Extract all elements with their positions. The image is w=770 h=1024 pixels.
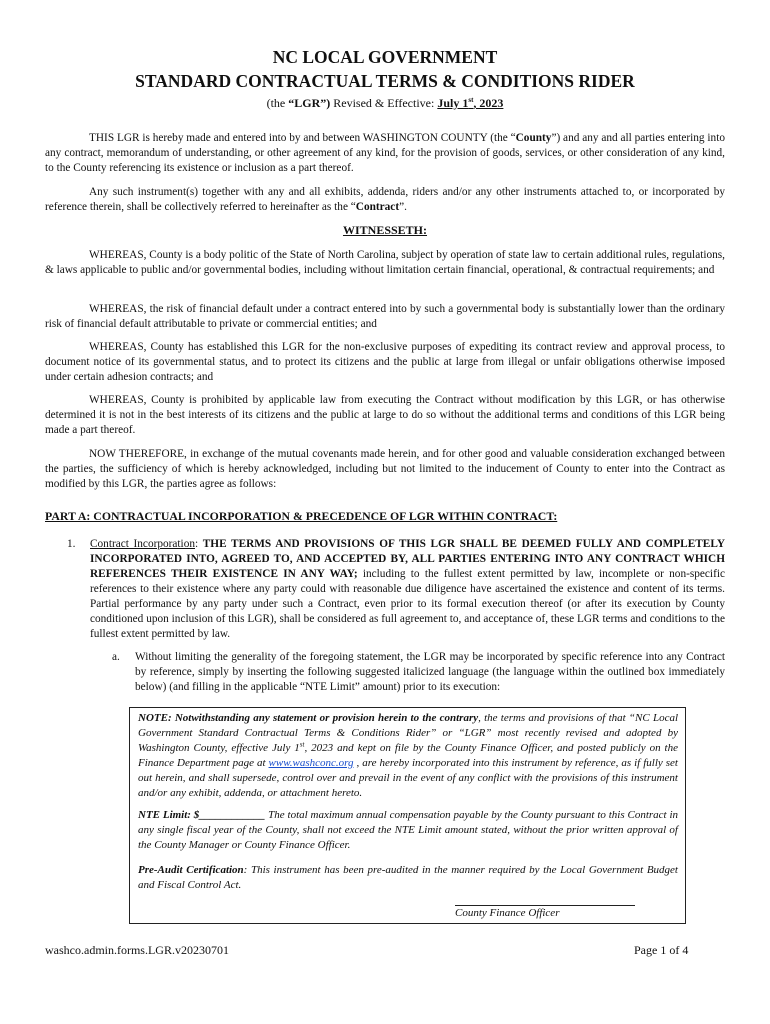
signature-line [455, 905, 635, 906]
intro-p1-bold: County [515, 132, 552, 144]
finance-website-link[interactable]: www.washconc.org [268, 757, 354, 769]
intro-paragraph-1 [45, 131, 725, 176]
box-note-c: , are hereby incorporated into this instrument by reference, as if fully set out herein, and shall supersede, control over and prevail in the event of any conflict with the provisions of this instrument and/or any exhibit, addenda, or attachment hereto. [138, 757, 678, 799]
box-note-bold: NOTE: Notwithstanding any statement or provision herein to the contrary [138, 712, 479, 724]
box-preaudit-bold: Pre-Audit Certification [138, 864, 244, 876]
effective-date-sup: st [468, 96, 474, 104]
whereas-paragraph-2: WHEREAS, the risk of financial default under a contract entered into by such a governmental body is substantially lower than the ordinary risk of financial default attributable to private or commercial entities; and [45, 303, 725, 330]
intro-p2-bold: Contract [355, 201, 400, 213]
document-subtitle [0, 96, 770, 111]
intro-p1-b: ”) and any and all parties entering into any contract, memorandum of understanding, or other agreement of any kind, for the provision of goods, services, or other consideration of any kind, to the County referencing its existence or inclusion as a part thereof. [45, 132, 725, 174]
item-1-bold-text: THE TERMS AND PROVISIONS OF THIS LGR SHALL BE DEEMED FULLY AND COMPLETELY INCORPORATED INTO, AGREED TO, AND ACCEPTED BY, ALL PARTIES ENTERING INTO ANY CONTRACT WHICH REFERENCES THEIR EXISTENCE IN ANY WAY; [90, 538, 725, 580]
item-number: 1. [67, 538, 76, 550]
effective-date-a: July 1 [437, 96, 469, 110]
incorporation-language-box [129, 707, 686, 924]
whereas-paragraph-3: WHEREAS, County has established this LGR for the non-exclusive purposes of expediting its contract review and approval process, to document notice of its governmental status, and to protect its citizens and the public at large from illegal or unfair obligations otherwise imposed under certain adhesion contracts; and [45, 341, 725, 383]
signature-label: County Finance Officer [455, 907, 560, 919]
item-1-colon: : [195, 538, 203, 550]
box-preaudit-paragraph [138, 863, 678, 893]
document-title-line1: NC LOCAL GOVERNMENT [272, 47, 498, 67]
intro-p1-a: THIS LGR is hereby made and entered into by and between WASHINGTON COUNTY (the “ [89, 132, 516, 144]
item-1-label: Contract Incorporation [90, 538, 195, 550]
whereas-paragraph-4: WHEREAS, County is prohibited by applicable law from executing the Contract without modification by this LGR, or has otherwise determined it is not in the best interests of its citizens and the public at large to do so without the additional terms and conditions of this LGR being made a part thereof. [45, 394, 725, 436]
effective-date [437, 96, 503, 110]
intro-p2-b: ”. [399, 201, 407, 213]
item-1-text [90, 537, 725, 642]
box-preaudit-text: : This instrument has been pre-audited in the manner required by the Local Government Budget and Fiscal Control Act. [138, 864, 678, 891]
whereas-paragraph-1: WHEREAS, County is a body politic of the State of North Carolina, subject by operation of state law to certain additional rules, regulations, & laws applicable to public and/or governmental bodies, including without limitation certain financial, operational, & contractual requirements; and [45, 249, 725, 276]
form-id: washco.admin.forms.LGR.v20230701 [45, 943, 229, 957]
item-1-rest-text: including to the fullest extent permitted by law, incomplete or non-specific references to their existence where any party could with reasonable due diligence have ascertained the existence and content of its terms. Partial performance by any party under such a Contract, even prior to its formal execution thereof (or after its execution by County conditioned upon inclusion of this LGR), shall be considered as full agreement to, and acceptance of, these LGR terms and conditions to the fullest extent permitted by law. [90, 568, 725, 640]
item-letter: a. [112, 651, 120, 663]
box-nte-paragraph [138, 808, 678, 853]
subtitle-mid: Revised & Effective: [330, 96, 438, 110]
intro-paragraph-2 [45, 185, 725, 215]
now-therefore-paragraph: NOW THEREFORE, in exchange of the mutual covenants made herein, and for other good and valuable consideration exchanged between the parties, the sufficiency of which is hereby acknowledged, including but not limited to the inducement of County to enter into the Contract as modified by this LGR, the parties agree as follows: [45, 448, 725, 490]
part-a-heading: PART A: CONTRACTUAL INCORPORATION & PRECEDENCE OF LGR WITHIN CONTRACT: [45, 509, 558, 523]
page-number: Page 1 of 4 [634, 943, 689, 957]
item-a-text: Without limiting the generality of the foregoing statement, the LGR may be incorporated by specific reference into any Contract by reference, simply by inserting the following suggested italicized language (the language within the outlined box immediately below) (and filling in the applicable “NTE Limit” amount) prior to its execution: [135, 651, 725, 693]
box-nte-bold: NTE Limit: $____________ [138, 809, 266, 821]
box-nte-text: The total maximum annual compensation payable by the County pursuant to this Contract in any single fiscal year of the County, shall not exceed the NTE Limit amount stated, without the prior written approval of the County Manager or County Finance Officer. [138, 809, 678, 851]
document-title-line2: STANDARD CONTRACTUAL TERMS & CONDITIONS RIDER [135, 71, 635, 91]
subtitle-lgr: “LGR”) [288, 96, 331, 110]
box-note-sup: st [299, 740, 305, 749]
box-note-a: , the terms and provisions of that “NC Local Government Standard Contractual Terms & Conditions Rider” or “LGR” most recently revised and adopted by Washington County, effective July 1 [138, 712, 679, 754]
box-note-b: , 2023 and kept on file by the County Finance Officer, and posted publicly on the Finance Department page at [138, 742, 679, 769]
intro-p2-a: Any such instrument(s) together with any and all exhibits, addenda, riders and/or any other instruments attached to, or incorporated by reference therein, shall be collectively referred to hereinafter as the “ [45, 186, 725, 213]
box-note-paragraph [138, 711, 678, 801]
witnesseth-heading: WITNESSETH: [342, 223, 428, 237]
subtitle-pre: (the [266, 96, 289, 110]
effective-date-b: , 2023 [473, 96, 504, 110]
